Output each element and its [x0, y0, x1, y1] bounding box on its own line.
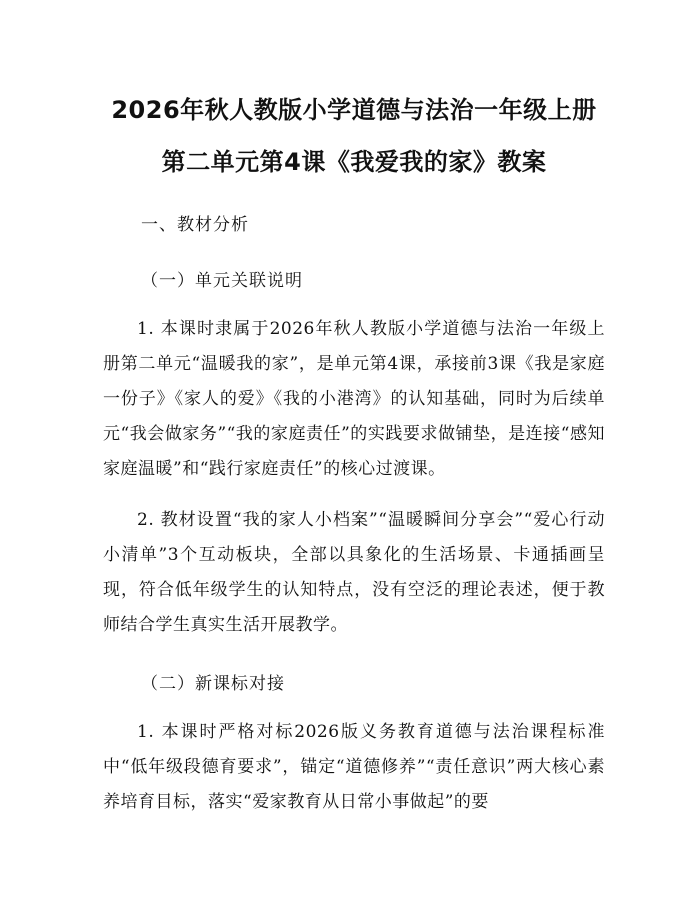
section-heading-teaching-material-analysis: 一、教材分析	[141, 215, 249, 235]
subsection-heading-curriculum-standard: （二）新课标对接	[141, 674, 285, 694]
paragraph-curriculum-standard-1: 1. 本课时严格对标2026版义务教育道德与法治课程标准中“低年级段德育要求”，锚定“道德修养”“责任意识”两大核心素养培育目标，落实“爱家教育从日常小事做起”的要	[103, 722, 605, 812]
title-line-1: 2026年秋人教版小学道德与法治一年级上册	[111, 96, 597, 124]
subsection-heading-unit-relation: （一）单元关联说明	[141, 271, 303, 291]
document-title	[103, 84, 605, 188]
paragraph-unit-relation-1: 1. 本课时隶属于2026年秋人教版小学道德与法治一年级上册第二单元“温暖我的家”，是单元第4课，承接前3课《我是家庭一份子》《家人的爱》《我的小港湾》的认知基础，同时为后续单元“我会做家务”“我的家庭责任”的实践要求做铺垫，是连接“感知家庭温暖”和“践行家庭责任”的核心过渡课。	[103, 319, 605, 479]
title-line-2: 第二单元第4课《我爱我的家》教案	[161, 148, 547, 176]
paragraph-unit-relation-2: 2. 教材设置“我的家人小档案”“温暖瞬间分享会”“爱心行动小清单”3个互动板块，全部以具象化的生活场景、卡通插画呈现，符合低年级学生的认知特点，没有空泛的理论表述，便于教师结合学生真实生活开展教学。	[103, 510, 605, 635]
